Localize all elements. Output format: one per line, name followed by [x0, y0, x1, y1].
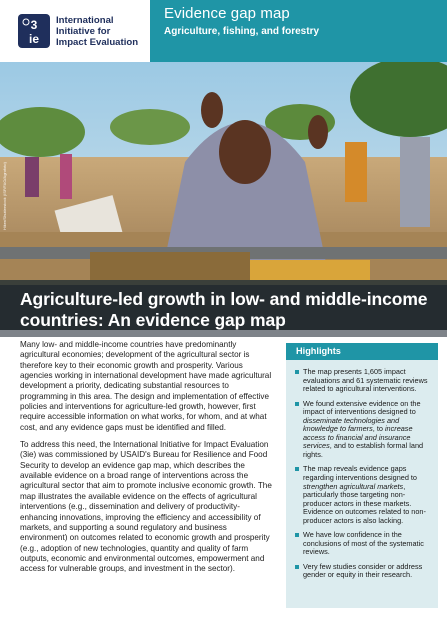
body-paragraph: To address this need, the International Initiative for Impact Evaluation (3ie) was commissioned by USAID's Bureau for Resilience and Food Security to develop an evidence gap map, which describes the available evidence on a broad range of interventions across the agricultural sector that aim to promote inclusive economic growth. The map illustrates the available evidence on the effects of agricultural interventions (e.g., dissemination and delivery of productivity-enhancing innovations, improving the efficiency and accessibility of markets, and supporting a sound regulatory and business environment) on outcomes related to economic growth and prosperity (e.g., adoption of new technologies, quantity and quality of farm outputs, economic and environmental outcomes, empowerment and access for vulnerable groups, and investment in the sector). [20, 440, 272, 574]
org-name-line: International [56, 14, 114, 26]
square-bullet-icon [295, 565, 299, 569]
hero-title-bar [0, 285, 447, 337]
svg-text:3: 3 [30, 18, 38, 32]
square-bullet-icon [295, 467, 299, 471]
highlight-text: The map presents 1,605 impact evaluations and 61 systematic reviews related to agricultural interventions. [303, 367, 428, 394]
highlight-item [295, 563, 432, 580]
header [0, 0, 447, 62]
3ie-logo-icon [18, 14, 50, 48]
highlight-text: The map reveals evidence gaps regarding interventions designed to [303, 464, 417, 483]
highlights-heading: Highlights [286, 343, 438, 360]
square-bullet-icon [295, 370, 299, 374]
org-logo [0, 0, 150, 62]
highlight-item [295, 465, 432, 525]
org-name [56, 15, 138, 48]
highlight-item [295, 531, 432, 557]
highlight-text: Very few studies consider or address gender or equity in their research. [303, 561, 423, 580]
highlight-emphasis: increase access to financial and insurance services [303, 424, 413, 451]
highlights-box [286, 343, 438, 608]
body-paragraph: Many low- and middle-income countries have predominantly agricultural economies; development of the agricultural sector is therefore key to their economic growth and prosperity. Various agencies working in international development have made agricultural development a priority, dedicating substantial resources to programming in this area. The design and implementation of effective policies and interventions for agriculture-led growth, however, first require accessible information on what works, for whom, and at what cost, and any evidence gaps must be identified and filled. [20, 340, 272, 432]
square-bullet-icon [295, 533, 299, 537]
photo-credit: Hiker/Shutterstock (ISF/FAO/Agrofoto) [2, 162, 7, 231]
org-name-line: Initiative for [56, 25, 111, 37]
highlight-text: We found extensive evidence on the impact of interventions designed to [303, 398, 421, 417]
highlight-text: We have low confidence in the conclusions of most of the systematic reviews. [303, 530, 424, 557]
highlight-emphasis: disseminate technologies and knowledge to farmers [303, 415, 400, 434]
highlight-item [295, 400, 432, 460]
org-name-line: Impact Evaluation [56, 36, 139, 48]
page-title: Agriculture-led growth in low- and middle-income countries: An evidence gap map [20, 289, 428, 330]
highlight-text: , to [372, 424, 385, 434]
svg-text:ie: ie [28, 32, 40, 46]
highlight-text: , and to establish formal land rights. [303, 441, 424, 459]
highlight-emphasis: strengthen agricultural markets [303, 481, 404, 491]
square-bullet-icon [295, 402, 299, 406]
highlights-list [286, 360, 438, 580]
main-text [20, 340, 276, 582]
highlight-item [295, 368, 432, 394]
doc-type: Evidence gap map [164, 5, 290, 22]
doc-sector: Agriculture, fishing, and forestry [164, 26, 320, 37]
highlight-text: , particularly those targeting non-producer actors in these markets. Evidence on outcomes related to non-producer actors is also lacking. [303, 481, 426, 525]
header-title-block [150, 0, 447, 62]
